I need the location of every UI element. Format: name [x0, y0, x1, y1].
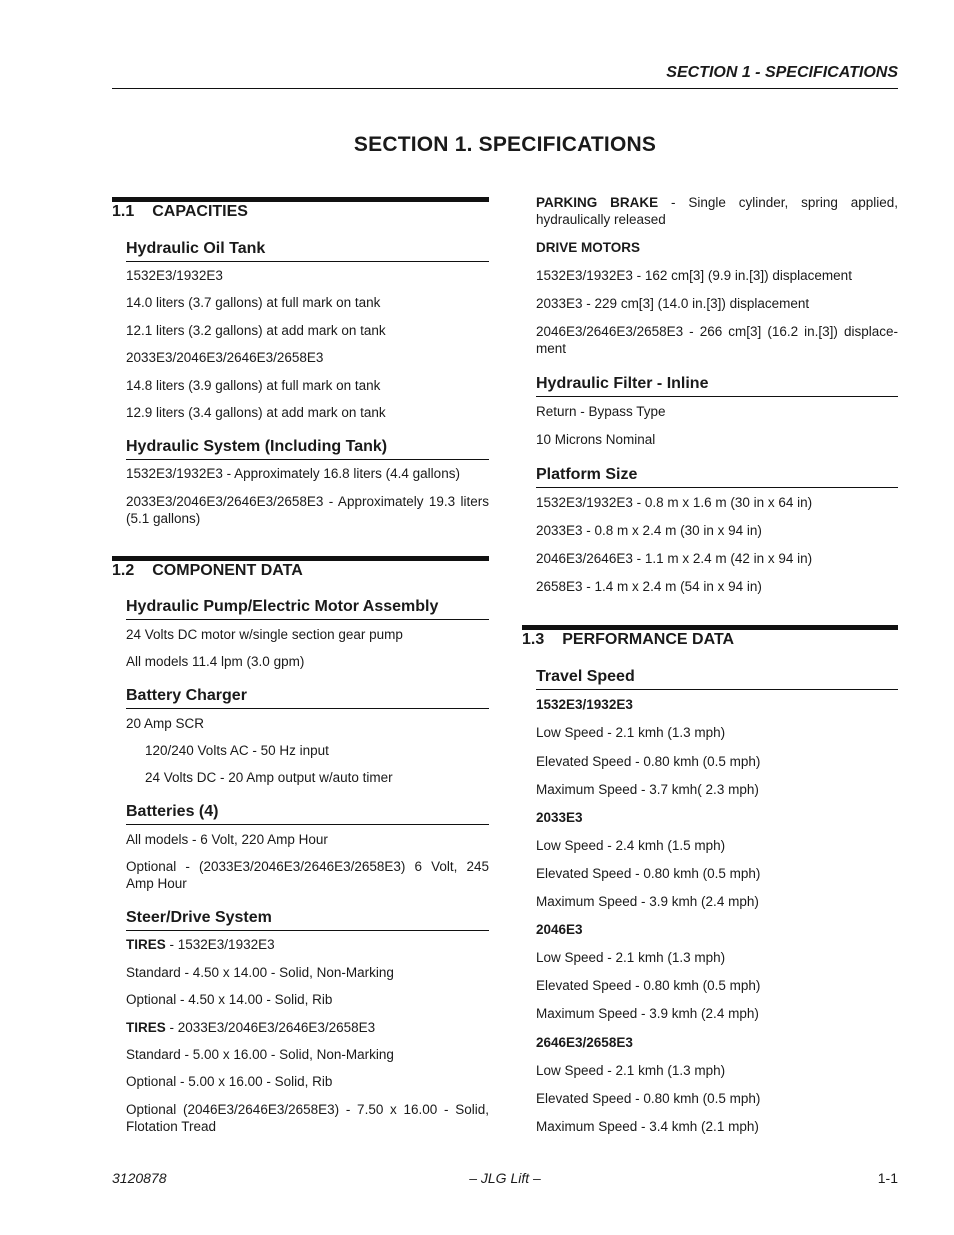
subheading-oil-tank: Hydraulic Oil Tank: [126, 240, 489, 262]
text-paragraph: 2046E3/2646E3/2658E3 - 266 cm[3] (16.2 in.[3]) displace-ment: [536, 324, 898, 356]
section-title: CAPACITIES: [152, 203, 248, 220]
tires-label: TIRES: [126, 937, 166, 952]
text-line: Elevated Speed - 0.80 kmh (0.5 mph): [536, 1091, 761, 1106]
text-line: Return - Bypass Type: [536, 404, 666, 419]
text-line: 2033E3 - 229 cm[3] (14.0 in.[3]) displacement: [536, 296, 810, 311]
text-line: Standard - 5.00 x 16.00 - Solid, Non-Marking: [126, 1047, 394, 1062]
text-line: Low Speed - 2.1 kmh (1.3 mph): [536, 725, 726, 740]
text-line: 24 Volts DC - 20 Amp output w/auto timer: [145, 770, 393, 785]
text-line: 14.8 liters (3.9 gallons) at full mark on tank: [126, 378, 381, 393]
parking-brake-paragraph: [536, 194, 898, 228]
subheading-charger: Battery Charger: [126, 687, 489, 709]
text-paragraph: Optional - (2033E3/2046E3/2646E3/2658E3) 6 Volt, 245 Amp Hour: [126, 859, 489, 891]
section-title: PERFORMANCE DATA: [562, 631, 735, 648]
text-line: 14.0 liters (3.7 gallons) at full mark on tank: [126, 295, 381, 310]
section-heading-component: [112, 562, 303, 580]
drive-motors-label: DRIVE MOTORS: [536, 240, 641, 255]
parking-brake-text: - Single cylinder, spring applied, hydraulically released: [536, 195, 898, 227]
header-rule: [112, 88, 898, 89]
text-line: 1532E3/1932E3 - 0.8 m x 1.6 m (30 in x 64 in): [536, 495, 813, 510]
section-heading-performance: [522, 631, 734, 649]
text-line: Elevated Speed - 0.80 kmh (0.5 mph): [536, 978, 761, 993]
text-line: All models 11.4 lpm (3.0 gpm): [126, 654, 305, 669]
text-line: 10 Microns Nominal: [536, 432, 656, 447]
page-title: SECTION 1. SPECIFICATIONS: [353, 133, 657, 156]
text-paragraph: Optional (2046E3/2646E3/2658E3) - 7.50 x 16.00 - Solid, Flotation Tread: [126, 1102, 489, 1134]
text-line: Elevated Speed - 0.80 kmh (0.5 mph): [536, 866, 761, 881]
section-number: 1.3: [522, 631, 545, 648]
text-line: Standard - 4.50 x 14.00 - Solid, Non-Marking: [126, 965, 394, 980]
text-line: Low Speed - 2.1 kmh (1.3 mph): [536, 950, 726, 965]
section-bar: [522, 625, 898, 630]
model-label: 2033E3: [536, 810, 583, 825]
footer-brand: – JLG Lift –: [469, 1170, 541, 1186]
text-line: 2046E3/2646E3 - 1.1 m x 2.4 m (42 in x 94 in): [536, 551, 813, 566]
section-number: 1.1: [112, 203, 135, 220]
text-line: 12.9 liters (3.4 gallons) at add mark on tank: [126, 405, 386, 420]
tires-line: [126, 1019, 375, 1036]
text-line: Optional - 4.50 x 14.00 - Solid, Rib: [126, 992, 333, 1007]
parking-brake-label: PARKING BRAKE: [536, 195, 659, 210]
section-title: COMPONENT DATA: [152, 562, 303, 579]
subheading-hydraulic-system: Hydraulic System (Including Tank): [126, 438, 489, 460]
section-number: 1.2: [112, 562, 135, 579]
text-line: Elevated Speed - 0.80 kmh (0.5 mph): [536, 754, 761, 769]
subheading-steer-drive: Steer/Drive System: [126, 909, 489, 931]
text-line: 1532E3/1932E3: [126, 268, 223, 283]
tires-models: - 2033E3/2046E3/2646E3/2658E3: [165, 1020, 376, 1035]
text-line: Maximum Speed - 3.4 kmh (2.1 mph): [536, 1119, 759, 1134]
text-line: Low Speed - 2.4 kmh (1.5 mph): [536, 838, 726, 853]
model-label: 2046E3: [536, 922, 583, 937]
text-line: All models - 6 Volt, 220 Amp Hour: [126, 832, 328, 847]
text-line: 12.1 liters (3.2 gallons) at add mark on tank: [126, 323, 386, 338]
text-line: 1532E3/1932E3 - Approximately 16.8 liters (4.4 gallons): [126, 466, 460, 481]
text-line: 2658E3 - 1.4 m x 2.4 m (54 in x 94 in): [536, 579, 762, 594]
text-line: Maximum Speed - 3.9 kmh (2.4 mph): [536, 894, 759, 909]
text-line: 2033E3/2046E3/2646E3/2658E3: [126, 350, 324, 365]
footer-doc-number: 3120878: [112, 1170, 167, 1186]
model-label: 1532E3/1932E3: [536, 697, 633, 712]
text-line: Maximum Speed - 3.9 kmh (2.4 mph): [536, 1006, 759, 1021]
section-bar: [112, 197, 489, 202]
text-line: 20 Amp SCR: [126, 716, 205, 731]
section-bar: [112, 556, 489, 561]
tires-label: TIRES: [126, 1020, 166, 1035]
tires-line: [126, 936, 275, 953]
text-line: 2033E3 - 0.8 m x 2.4 m (30 in x 94 in): [536, 523, 762, 538]
subheading-travel-speed: Travel Speed: [536, 668, 898, 690]
section-heading-capacities: [112, 203, 248, 221]
subheading-filter: Hydraulic Filter - Inline: [536, 375, 898, 397]
model-label: 2646E3/2658E3: [536, 1035, 633, 1050]
subheading-pump: Hydraulic Pump/Electric Motor Assembly: [126, 598, 489, 620]
running-header: SECTION 1 - SPECIFICATIONS: [666, 64, 898, 81]
text-line: Maximum Speed - 3.7 kmh( 2.3 mph): [536, 782, 759, 797]
subheading-platform: Platform Size: [536, 466, 898, 488]
text-line: Low Speed - 2.1 kmh (1.3 mph): [536, 1063, 726, 1078]
text-line: 1532E3/1932E3 - 162 cm[3] (9.9 in.[3]) displacement: [536, 268, 852, 283]
text-line: 120/240 Volts AC - 50 Hz input: [145, 743, 329, 758]
text-line: Optional - 5.00 x 16.00 - Solid, Rib: [126, 1074, 333, 1089]
text-paragraph: 2033E3/2046E3/2646E3/2658E3 - Approximately 19.3 liters (5.1 gallons): [126, 494, 489, 526]
text-line: 24 Volts DC motor w/single section gear pump: [126, 627, 403, 642]
tires-models: - 1532E3/1932E3: [165, 937, 275, 952]
subheading-batteries: Batteries (4): [126, 803, 489, 825]
footer-page-number: 1-1: [877, 1170, 898, 1186]
